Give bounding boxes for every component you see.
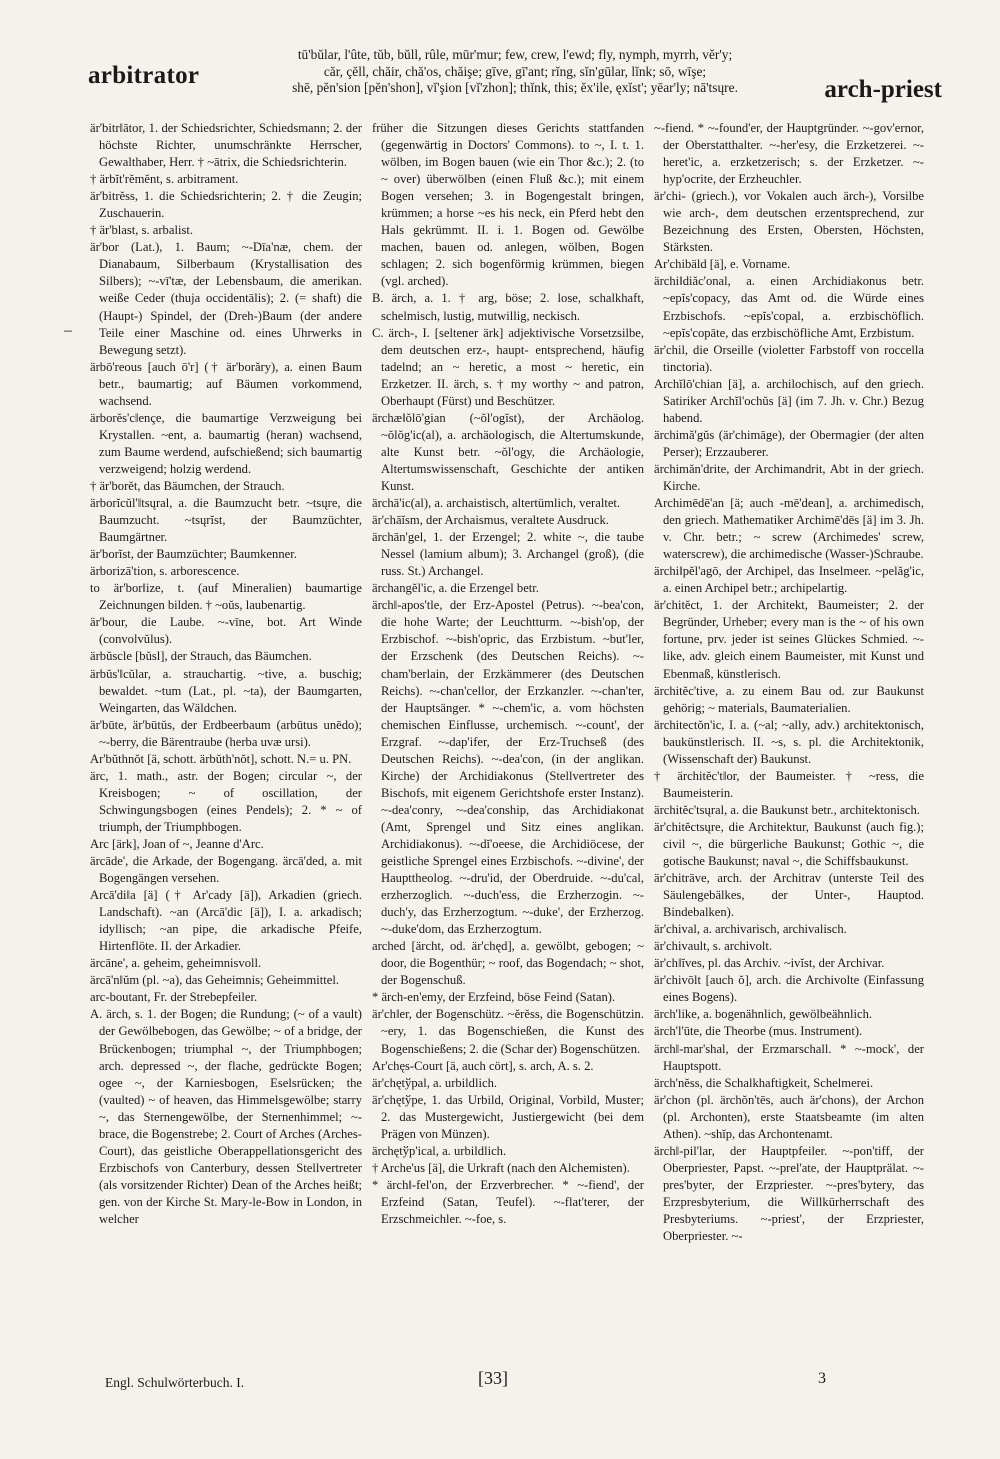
dictionary-entry: A. ärch, s. 1. der Bogen; die Rundung; (~ of a vault) der Gewölbebogen, das Gewölbe; ~ of a bridge, der Brückenbogen; triumphal ~, der Triumphbogen; arch. depressed ~, der flache, gedrückte Bogen; ogee ~, der Karniesbogen, Eselsrücken; the (vaulted) ~ of heaven, das Himmelsgewölbe; starry ~, das Sternengewölbe, der Sternenhimmel; ~-brace, die Bogenstrebe; 2. Court of Arches (Arches-Court), das geistliche Oberappellationsgericht des Erzbischofs von Canterbury, dessen Stellvertreter (als vorsitzender Richter) Dean of the Arches heißt; gen. von der Kirche St. Mary-le-Bow in London, in welcher (90, 1007, 362, 1226)
dictionary-entry: ärcāde', die Arkade, der Bogengang. ärcā'ded, a. mit Bogengängen versehen. (90, 854, 362, 886)
dictionary-entry: Archimēdē'an [ä; auch -mē'dean], a. archimedisch, den griech. Mathematiker Archimē'dēs [ä] im 3. Jh. v. Chr. betr.; ~ screw (Archimedes' screw, waterscrew), die archimedische (Wasser-)Schraube. (654, 496, 924, 562)
signature-number: 3 (818, 1370, 826, 1387)
dictionary-entry: är'būte, är'būtŭs, der Erdbeerbaum (arbūtus unēdo); ~-berry, die Bärentraube (herba uvæ ursi). (90, 717, 362, 749)
guide-word-right: arch-priest (824, 76, 942, 103)
dictionary-entry: ärchān'gel, 1. der Erzengel; 2. white ~, die taube Nessel (lamium album); 3. Archangel (groß), (die russ. St.) Archangel. (372, 530, 644, 579)
dictionary-entry: ärborĕs'c‖ençe, die baumartige Verzweigung bei Krystallen. ~ent, a. baumartig (heran) wachsend, zum Baume werdend, aufschießend; sich baumartig verzweigend; holzig werdend. (90, 410, 362, 476)
dictionary-entry: ärchimăn'drite, der Archimandrit, Abt in der griech. Kirche. (654, 461, 924, 493)
dictionary-entry: C. ärch-, I. [seltener ärk] adjektivische Vorsetzsilbe, dem deutschen erz-, haupt- entsprechend, häufig tadelnd; an ~ heretic, a most ~ heretic, ein Erzketzer. II. ärch, s. † my worthy ~ and patron, Oberhaupt (Fürst) und Beschützer. (372, 325, 644, 408)
dictionary-entry: to är'bor‖ize, t. (auf Mineralien) baumartige Zeichnungen bilden. † ~oŭs, laubenartig. (90, 581, 362, 613)
dictionary-entry: Ar'bŭthnŏt [ä, schott. ärbŭth'nŏt], schott. N.= u. PN. (90, 751, 352, 766)
dictionary-entry: B. ärch, a. 1. † arg, böse; 2. lose, schalkhaft, schelmisch, lustig, mutwillig, neckisch. (372, 291, 644, 323)
dictionary-entry: ärchitĕc'tsųral, a. die Baukunst betr., architektonisch. (654, 802, 920, 817)
dictionary-entry: ärchitectŏn'ic, I. a. (~al; ~ally, adv.) architektonisch, baukünstlerisch. II. ~s, s. pl. die Architektonik, (Wissenschaft der) Baukunst. (654, 717, 924, 766)
dictionary-entry: är'chitĕct, 1. der Architekt, Baumeister; 2. der Begründer, Urheber; every man is the ~ of his own fortune, prv. jeder ist seines Glückes Schmied. ~-like, adv. gleich einem Baumeister, mit Kunst und Ebenmaß, künstlerisch. (654, 598, 924, 681)
guide-word-left: arbitrator (88, 62, 200, 89)
dictionary-entry: är'chitĕctsųre, die Architektur, Baukunst (auch fig.); civil ~, die bürgerliche Baukunst; Gothic ~, die gotische Baukunst; naval ~, die Schiffsbaukunst. (654, 819, 924, 869)
dictionary-entry: är'chil, die Orseille (violetter Farbstoff von roccella tinctoria). (654, 342, 924, 374)
dictionary-entry: Ar'chęs-Court [ä, auch cört], s. arch, A. s. 2. (372, 1058, 594, 1073)
pronunciation-key (230, 47, 800, 97)
dictionary-entry: ärbō'reous [auch ō'r] († är'borăry), a. einen Baum betr., baumartig; auf Bäumen vorkommend, wachsend. (90, 359, 362, 408)
dictionary-entry: ärch‖-pil'lar, der Hauptpfeiler. ~-pon'tiff, der Oberpriester, Papst. ~-prel'ate, der Hauptprälat. ~-pres'byter, der Erzpriester. ~-pres'bytery, das Erzpresbyterium, die Willkürherrschaft des Presbyteriums. ~-priest', der Erzpriester, Oberpriester. ~- (654, 1143, 924, 1244)
dictionary-entry: ärchangĕl'ic, a. die Erzengel betr. (372, 581, 539, 596)
dictionary-entry: är'borĭst, der Baumzüchter; Baumkenner. (90, 547, 297, 562)
dictionary-entry: arched [ärcht, od. är'chęd], a. gewölbt, gebogen; ~ door, die Bogenthür; ~ roof, das Bogendach; ~ shot, der Bogenschuß. (372, 939, 644, 988)
dictionary-entry: ärborĭcŭl'‖tsųral, a. die Baumzucht betr. ~tsųre, die Baumzucht. ~tsųrĭst, der Baumzüchter, Baumgärtner. (90, 496, 362, 545)
dictionary-entry: är'chitrāve, arch. der Architrav (unterste Teil des Säulengebälkes, der Unter-, Hauptod. Bindebalken). (654, 871, 924, 920)
dictionary-entry: † är'borĕt, das Bäumchen, der Strauch. (90, 478, 285, 493)
dictionary-entry: Ar'chibäld [ä], e. Vorname. (654, 257, 791, 272)
dictionary-entry: ärchi‖diăc'onal, a. einen Archidiakonus betr. ~epĭs'copacy, das Amt od. die Würde eines Erzbischofs. ~epĭs'copal, a. erzbischöflich. ~epĭs'copāte, das erzbischöfliche Amt, Erzbistum. (654, 274, 924, 340)
pronunciation-key-line: shē, pĕn'sion [pĕn'shon], vĭ'şion [vĭ'zhon]; thĭnk, this; ĕx'ile, ęxĭst'; yēar'ly; nā'tsųre. (292, 80, 738, 96)
dictionary-entry: är'chival, a. archivarisch, archivalisch. (654, 922, 847, 937)
dictionary-entry: * ärch-en'emy, der Erzfeind, böse Feind (Satan). (372, 990, 616, 1005)
dictionary-entry: ärc, 1. math., astr. der Bogen; circular ~, der Kreisbogen; ~ of oscillation, der Schwingungsbogen (eines Pendels); 2. * ~ of triumph, der Triumphbogen. (90, 768, 362, 834)
dictionary-entry: * ärch‖-fel'on, der Erzverbrecher. * ~-fiend', der Erzfeind (Satan, Teufel). ~-flat'terer, der Erzschmeichler. ~-foe, s. (372, 1177, 644, 1226)
dictionary-entry: ärch'l'ūte, die Theorbe (mus. Instrument). (654, 1024, 863, 1039)
column-3 (654, 120, 924, 1360)
dictionary-entry: Arcā'di‖a [ä] († Ar'cady [ä]), Arkadien (griech. Landschaft). ~an (Arcā'dic [ä]), I. a. arkadisch; idyllisch; ~an pipe, die arkadische Pfeife, Hirtenflöte. II. der Arkadier. (90, 888, 362, 954)
dictionary-entry: är'bitr‖ātor, 1. der Schiedsrichter, Schiedsmann; 2. der höchste Richter, unumschränkte Herrscher, Gewalthaber, Herr. † ~ātrix, die Schiedsrichterin. (90, 121, 362, 170)
dictionary-entry: † Arche'us [ä], die Urkraft (nach den Alchemisten). (372, 1160, 630, 1175)
dictionary-entry: ärch'like, a. bogenähnlich, gewölbeähnlich. (654, 1007, 873, 1022)
dictionary-entry: ärch'nĕss, die Schalkhaftigkeit, Schelmerei. (654, 1075, 874, 1090)
dictionary-entry: är'bor (Lat.), 1. Baum; ~-Dīa'næ, chem. der Dianabaum, Silberbaum (Krystallisation des Silbers); ~-vī'tæ, der Lebensbaum, die amerikan. weiße Ceder (thuja occidentālis); 2. (= shaft) die (Haupt-) Spindel, der (Dreh-)Baum (der andere Teile einer Maschine od. eines Uhrwerks in Bewegung setzt). (90, 240, 362, 357)
dictionary-entry: ärchæ‖ŏlō'gian (~ŏl'ogĭst), der Archäolog. ~ŏlŏg'ic(al), a. archäologisch, die Altertumskunde, alte Kunst betr. ~ŏl'ogy, die Archäologie, Altertumswissenschaft, Geschichte der antiken Kunst. (372, 410, 644, 493)
dictionary-entry: är'chāĭsm, der Archaismus, veraltete Ausdruck. (372, 513, 609, 528)
book-title-footer: Engl. Schulwörterbuch. I. (105, 1375, 245, 1390)
column-2 (372, 120, 644, 1360)
margin-mark: – (64, 322, 72, 339)
dictionary-entry: är'chętўpe, 1. das Urbild, Original, Vorbild, Muster; 2. das Mustergewicht, Justiergewicht (bei dem Prägen von Münzen). (372, 1092, 644, 1141)
dictionary-entry: ärch‖-mar'shal, der Erzmarschall. * ~-mock', der Hauptspott. (654, 1041, 924, 1073)
dictionary-entry: ärborizā'tion, s. arborescence. (90, 564, 240, 579)
dictionary-entry: ärbŭs'‖cŭlar, a. strauchartig. ~tive, a. buschig; bewaldet. ~tum (Lat., pl. ~ta), der Baumgarten, Weingarten, das Wäldchen. (90, 666, 362, 715)
dictionary-entry: är'ch‖ĭves, pl. das Archiv. ~ivĭst, der Archivar. (654, 956, 885, 971)
dictionary-entry: är'chętўpal, a. urbildlich. (372, 1075, 498, 1090)
dictionary-entry: arc-boutant, Fr. der Strebepfeiler. (90, 990, 258, 1005)
dictionary-entry: ärchā'ic(al), a. archaistisch, altertümlich, veraltet. (372, 496, 621, 511)
dictionary-entry: ärcā'n‖ŭm (pl. ~a), das Geheimnis; Geheimmittel. (90, 973, 340, 988)
dictionary-entry: är'chon (pl. ärchŏn'tēs, auch är'chons), der Archon (pl. Archonten), erste Staatsbeamte (im alten Athen). ~shĭp, das Archontenamt. (654, 1092, 924, 1141)
dictionary-entry: Arc [ärk], Joan of ~, Jeanne d'Arc. (90, 836, 264, 851)
dictionary-entry: ärcāne', a. geheim, geheimnisvoll. (90, 956, 262, 971)
page-number: [33] (478, 1368, 508, 1388)
dictionary-entry: Archĭlō'chian [ä], a. archilochisch, auf den griech. Satiriker Archĭl'ochŭs [ä] (im 7. Jh. v. Chr.) Bezug habend. (654, 376, 924, 425)
column-1 (90, 120, 362, 1360)
pronunciation-key-line: căr, çĕll, chăir, chă'os, chăişe; gīve, gī'ant; rĭng, sĭn'gūlar, lĭnk; sō, wīşe; (323, 63, 707, 79)
dictionary-entry: † ärchitĕc't‖or, der Baumeister. † ~ress, die Baumeisterin. (654, 768, 924, 800)
dictionary-entry: är'chivōlt [auch ŏ], arch. die Archivolte (Einfassung eines Bogens). (654, 973, 924, 1005)
dictionary-entry: är'bour, die Laube. ~-vīne, bot. Art Winde (convolvŭlus). (90, 615, 362, 647)
dictionary-entry: är'chi- (griech.), vor Vokalen auch ärch-), Vorsilbe wie arch-, dem deutschen erzentsprechend, zur Bezeichnung des Ersten, Obersten, Höchsten, Stärksten. (654, 189, 924, 255)
dictionary-entry: † är'blast, s. arbalist. (90, 223, 193, 238)
dictionary-entry: ärchętўp'ical, a. urbildlich. (372, 1143, 507, 1158)
dictionary-entry: ärbŭscle [bŭsl], der Strauch, das Bäumchen. (90, 649, 312, 664)
dictionary-entry: ärch‖-apos'tle, der Erz-Apostel (Petrus). ~-bea'con, die hohe Warte; der Leuchtturm. ~-bish'op, der Erzbischof. ~-bish'opric, das Erzbistum. ~but'ler, der Erzschenk (des Deutschen Reichs). ~-cham'berlain, der Erzkämmerer (des Deutschen Reichs). ~-chan'cellor, der Erzkanzler. ~-chan'ter, der Hauptsänger. * ~-chem'ic, a. vom höchsten chemischen Einflusse, urchemisch. ~-count', der Erzgraf. ~-dap'ifer, der Erz-Truchseß (des Deutschen Reichs). ~-dea'con, (in der anglikan. Kirche) der Archidiakonus (Stellvertreter des Bischofs, mit eigenem Gerichtshofe erster Instanz). ~-dea'conry, ~-dea'conship, das Archidiakonat (Amt, Sprengel und Sitz eines anglikan. Archidiakonus). ~-dĭ'oeese, die Archidiöcese, der geistliche Sprengel eines Erzbischofs. ~-divine', der Haupttheolog. ~-dru'id, der Oberdruide. ~-du'cal, erzherzoglich. ~-duch'ess, die Erzherzogin. ~-duch'y, das Erzherzogtum. ~-duke', der Erzherzog. ~-duke'dom, das Erzherzogtum. (372, 598, 644, 937)
dictionary-entry: früher die Sitzungen dieses Gerichts stattfanden (gegenwärtig in Doctors' Commons). to ~, I. t. 1. wölben, im Bogen bauen (wie ein Thor &c.); 2. (to ~ over) überwölben (einen Fluß &c.); mit einem Bogen versehen; 3. in Bogengestalt bringen, krümmen; a horse ~es his neck, ein Pferd hebt den Hals gekrümmt. II. i. 1. Bogen od. Gewölbe machen, bauen od. anlegen, wölben, Bogen schlagen; 2. sich bogenförmig krümmen, biegen (vgl. arched). (372, 121, 644, 289)
dictionary-entry: † ärbĭt'rĕmĕnt, s. arbitrament. (90, 172, 239, 187)
dictionary-entry: ärchitĕc'tive, a. zu einem Bau od. zur Baukunst gehörig; ~ materials, Baumaterialien. (654, 683, 924, 715)
pronunciation-key-line: tū'bŭlar, l'ûte, tŭb, bŭll, rûle, mūr'mur; few, crew, l'ewd; fly, nymph, myrrh, věr'y; (297, 47, 733, 62)
dictionary-entry: är'ch‖er, der Bogenschütz. ~ĕrĕss, die Bogenschützin. ~ery, 1. das Bogenschießen, die Kunst des Bogenschießens; 2. die (Schar der) Bogenschützen. (372, 1007, 644, 1056)
dictionary-entry: ~-fiend. * ~-found'er, der Hauptgründer. ~-gov'ernor, der Oberstatthalter. ~-her'esy, die Erzketzerei. ~-heret'ic, a. erzketzerisch; s. der Erzketzer. ~-hyp'ocrite, der Erzheuchler. (654, 121, 924, 187)
dictionary-entry: ärchimă'gŭs (är'chimāge), der Obermagier (der alten Perser); Erzzauberer. (654, 427, 924, 459)
dictionary-entry: ärchi‖pĕl'agō, der Archipel, das Inselmeer. ~pelăg'ic, a. einen Archipel betr.; archipelartig. (654, 564, 924, 596)
dictionary-entry: är'bitrĕss, 1. die Schiedsrichterin; 2. † die Zeugin; Zuschauerin. (90, 189, 362, 221)
dictionary-entry: är'chivault, s. archivolt. (654, 939, 773, 954)
